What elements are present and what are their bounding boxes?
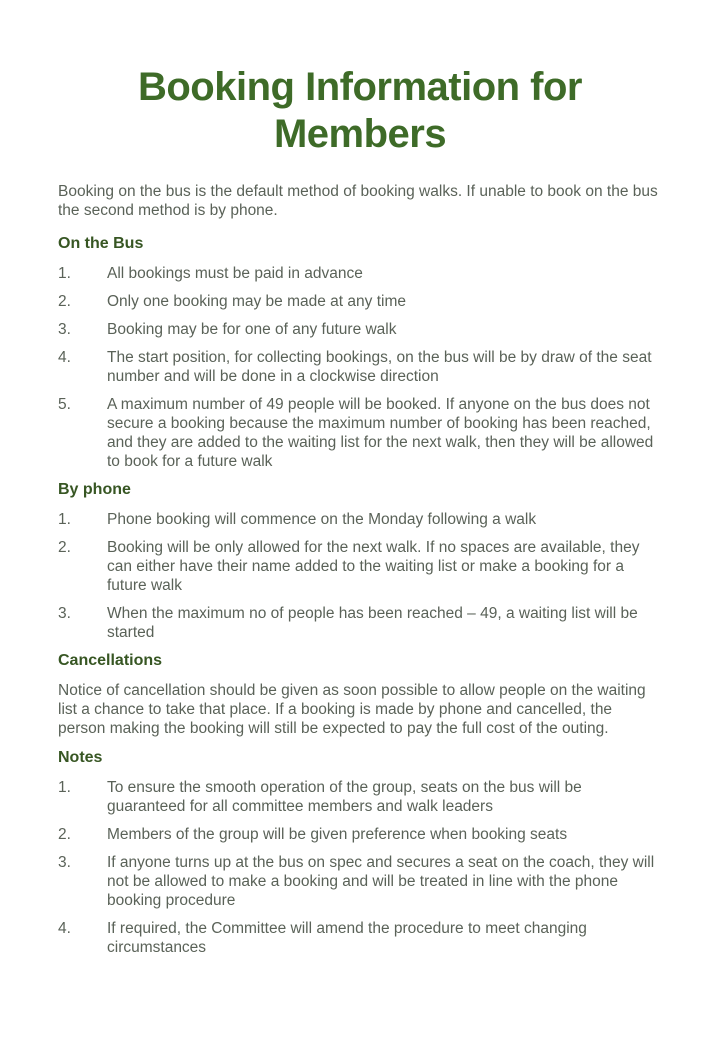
list-item-number: 3. (58, 320, 71, 338)
document-section (58, 651, 662, 738)
list-item-number: 4. (58, 348, 71, 366)
list-item-text: A maximum number of 49 people will be booked. If anyone on the bus does not secure a booking because the maximum number of booking has been reached, and they are added to the waiting list for the next walk, then they will be allowed to book for a future walk (107, 395, 654, 470)
list-item-number: 1. (58, 264, 71, 282)
section-body (58, 264, 662, 471)
list-item (58, 264, 662, 283)
list-item-text: Only one booking may be made at any time (107, 292, 406, 310)
document-section (58, 748, 662, 957)
section-heading: On the Bus (58, 234, 144, 252)
list-item (58, 348, 662, 386)
list-item (58, 395, 662, 471)
list-item (58, 538, 662, 595)
list-item-text: The start position, for collecting bookings, on the bus will be by draw of the seat number and will be done in a clockwise direction (107, 348, 652, 385)
section-heading: Notes (58, 748, 103, 766)
list-item-number: 2. (58, 538, 71, 556)
document-section (58, 234, 662, 471)
intro-paragraph: Booking on the bus is the default method of booking walks. If unable to book on the bus the second method is by phone. (58, 182, 658, 219)
section-body (58, 681, 662, 738)
list-item (58, 919, 662, 957)
list-item-text: Booking may be for one of any future walk (107, 320, 397, 338)
list-item-number: 2. (58, 292, 71, 310)
list-item-text: If anyone turns up at the bus on spec and secures a seat on the coach, they will not be allowed to make a booking and will be treated in line with the phone booking procedure (107, 853, 655, 909)
list-item (58, 292, 662, 311)
section-body (58, 778, 662, 957)
list-item (58, 825, 662, 844)
list-item-number: 5. (58, 395, 71, 413)
list-item-text: Members of the group will be given preference when booking seats (107, 825, 568, 843)
list-item-number: 4. (58, 919, 71, 937)
list-item-text: All bookings must be paid in advance (107, 264, 363, 282)
section-paragraph: Notice of cancellation should be given as soon possible to allow people on the waiting list a chance to take that place. If a booking is made by phone and cancelled, the person making the booking will still be expected to pay the full cost of the outing. (58, 681, 646, 737)
list-item (58, 853, 662, 910)
list-item-number: 2. (58, 825, 71, 843)
list-item (58, 778, 662, 816)
section-heading: Cancellations (58, 651, 163, 669)
list-item (58, 604, 662, 642)
section-heading: By phone (58, 480, 131, 498)
list-item (58, 320, 662, 339)
sections (58, 234, 662, 957)
list-item-text: Phone booking will commence on the Monday following a walk (107, 510, 537, 528)
list-item-number: 3. (58, 604, 71, 622)
list-item-text: If required, the Committee will amend the procedure to meet changing circumstances (107, 919, 587, 956)
list-item-text: To ensure the smooth operation of the group, seats on the bus will be guaranteed for all committee members and walk leaders (107, 778, 582, 815)
list-item-number: 3. (58, 853, 71, 871)
section-body (58, 510, 662, 642)
list-item-number: 1. (58, 778, 71, 796)
document-section (58, 480, 662, 642)
page-title: Booking Information for Members (137, 65, 582, 156)
list-item-number: 1. (58, 510, 71, 528)
list-item-text: When the maximum no of people has been reached – 49, a waiting list will be started (107, 604, 638, 641)
list-item-text: Booking will be only allowed for the next walk. If no spaces are available, they can either have their name added to the waiting list or make a booking for a future walk (107, 538, 640, 594)
list-item (58, 510, 662, 529)
